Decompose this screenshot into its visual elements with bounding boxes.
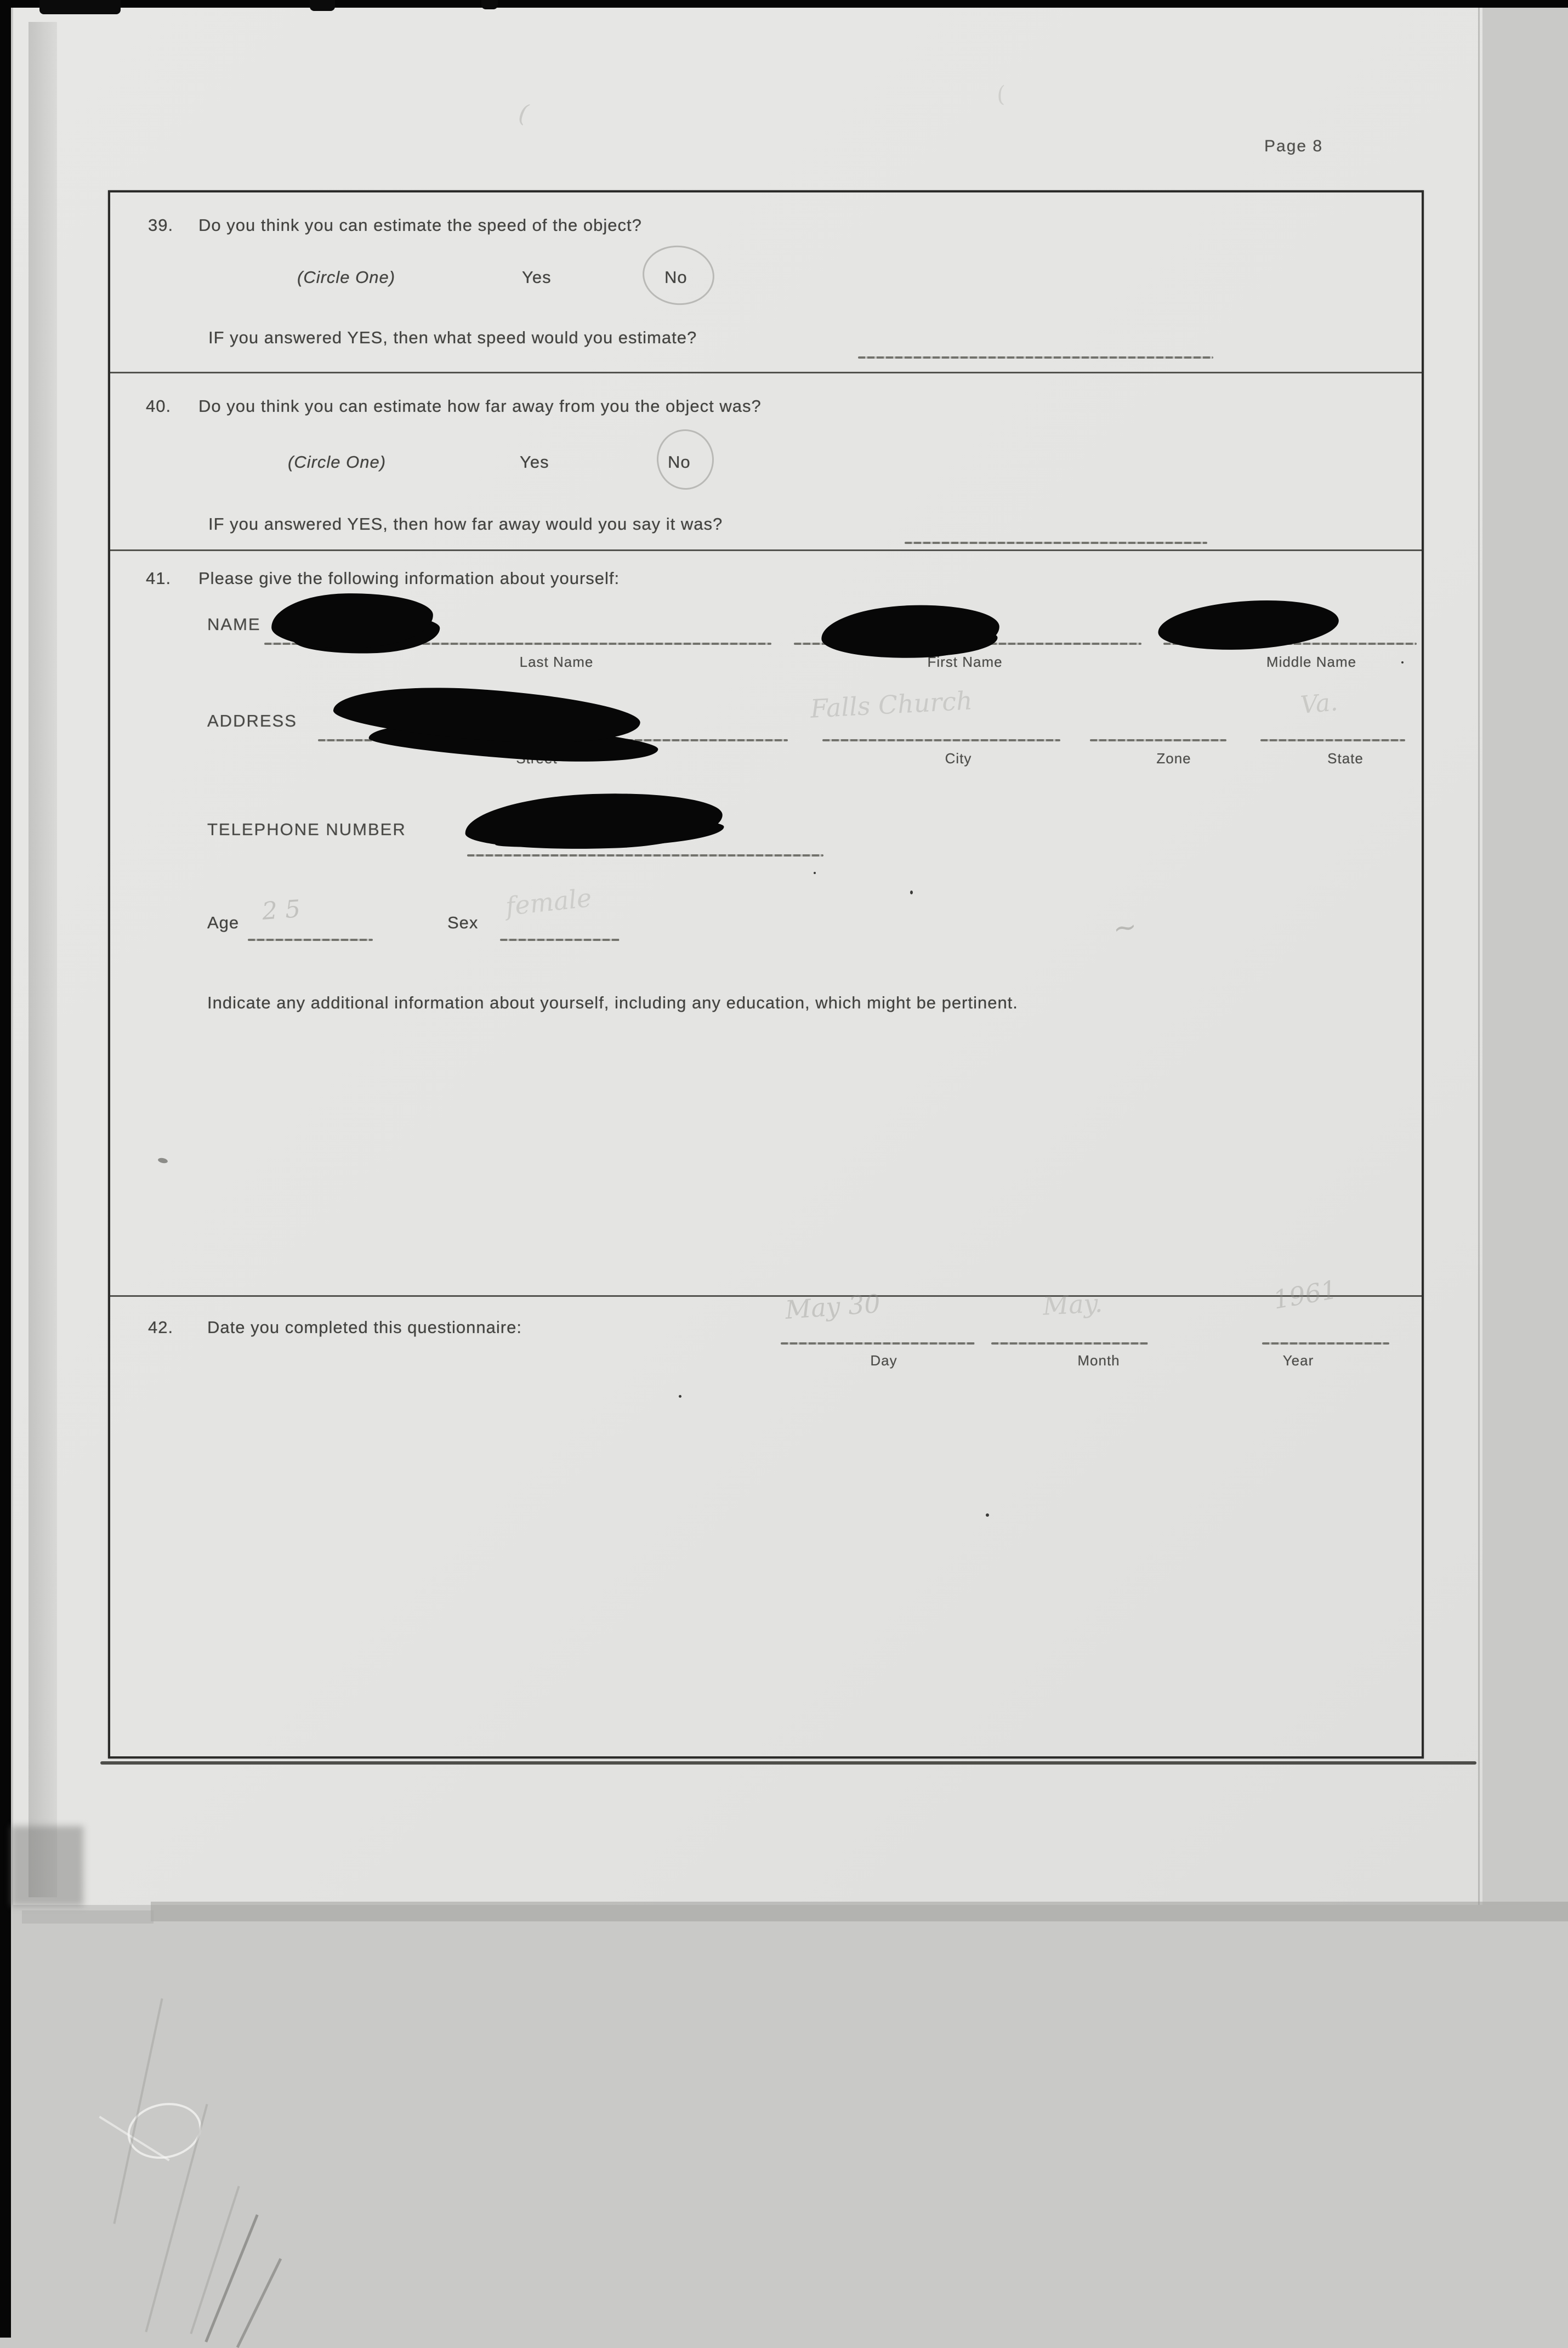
stray-mark: ( bbox=[516, 99, 530, 128]
street-caption: Street bbox=[516, 750, 558, 767]
stray-mark: ( bbox=[995, 81, 1008, 109]
q40-option-yes: Yes bbox=[520, 452, 549, 472]
name-label: NAME bbox=[207, 615, 261, 634]
scan-edge-top bbox=[0, 0, 1568, 8]
age-handwriting: 25 bbox=[261, 894, 309, 926]
sex-handwriting: female bbox=[504, 882, 593, 922]
section-divider bbox=[110, 1295, 1422, 1297]
scan-speckle bbox=[679, 1395, 681, 1398]
q40-number: 40. bbox=[146, 396, 172, 416]
state-blank bbox=[1260, 739, 1405, 741]
year-blank bbox=[1262, 1342, 1389, 1345]
scan-edge-mark bbox=[310, 0, 335, 11]
q42-text: Date you completed this questionnaire: bbox=[207, 1318, 522, 1337]
q41-text: Please give the following information about yourself: bbox=[198, 569, 620, 588]
zone-blank bbox=[1090, 739, 1226, 741]
scan-crease bbox=[190, 2186, 240, 2334]
day-caption: Day bbox=[870, 1352, 897, 1369]
q40-circle-instruction: (Circle One) bbox=[288, 452, 387, 472]
zone-caption: Zone bbox=[1156, 750, 1191, 767]
q41-additional-text: Indicate any additional information about yourself, including any education, which might be pertinent. bbox=[207, 993, 1018, 1012]
q40-text: Do you think you can estimate how far away from you the object was? bbox=[198, 396, 762, 416]
q39-option-yes: Yes bbox=[522, 268, 552, 287]
city-caption: City bbox=[945, 750, 972, 767]
city-blank bbox=[822, 739, 1060, 741]
q40-followup: IF you answered YES, then how far away would you say it was? bbox=[208, 514, 723, 534]
q39-followup: IF you answered YES, then what speed would you estimate? bbox=[208, 328, 697, 347]
middle-name-caption: Middle Name bbox=[1266, 654, 1357, 670]
scan-fold-mark bbox=[236, 2258, 282, 2348]
city-handwriting: Falls Church bbox=[809, 685, 973, 724]
q40-answer-blank bbox=[905, 542, 1207, 544]
month-blank bbox=[991, 1342, 1148, 1345]
scan-speckle bbox=[986, 1513, 989, 1517]
day-blank bbox=[781, 1342, 975, 1345]
page-number: Page 8 bbox=[1264, 137, 1323, 155]
paper-edge-shadow bbox=[1478, 8, 1480, 1905]
address-label: ADDRESS bbox=[207, 711, 297, 730]
state-handwriting: Va. bbox=[1299, 688, 1339, 719]
age-label: Age bbox=[207, 913, 240, 932]
phone-label: TELEPHONE NUMBER bbox=[207, 820, 406, 839]
day-handwriting: May 30 bbox=[784, 1289, 882, 1325]
scan-edge-mark bbox=[39, 0, 121, 14]
scan-speckle bbox=[814, 872, 816, 874]
last-name-caption: Last Name bbox=[519, 654, 594, 670]
q42-number: 42. bbox=[148, 1318, 174, 1337]
scan-speckle bbox=[1401, 661, 1404, 663]
sex-label: Sex bbox=[447, 913, 479, 932]
month-caption: Month bbox=[1077, 1352, 1120, 1369]
q39-answer-blank bbox=[858, 356, 1213, 359]
section-divider bbox=[110, 372, 1422, 373]
state-caption: State bbox=[1327, 750, 1364, 767]
scan-edge-mark bbox=[481, 0, 498, 9]
scan-fold-shading bbox=[29, 22, 57, 1897]
box-bottom-line bbox=[100, 1761, 1476, 1765]
year-caption: Year bbox=[1282, 1352, 1314, 1369]
first-name-caption: First Name bbox=[927, 654, 1003, 670]
q41-number: 41. bbox=[146, 569, 172, 588]
scan-edge-left bbox=[0, 0, 11, 2338]
paper-bottom-shadow bbox=[151, 1902, 1568, 1921]
q39-option-no: No bbox=[664, 268, 688, 287]
age-blank bbox=[248, 939, 373, 941]
scan-speckle bbox=[910, 891, 913, 894]
questionnaire-box bbox=[108, 190, 1424, 1759]
phone-blank bbox=[467, 854, 823, 857]
month-handwriting: May. bbox=[1042, 1288, 1104, 1321]
q40-option-no: No bbox=[668, 452, 691, 472]
scan-corner-smudge bbox=[11, 1826, 83, 1906]
year-handwriting: 1961 bbox=[1271, 1274, 1339, 1315]
q39-circle-instruction: (Circle One) bbox=[297, 268, 396, 287]
q39-number: 39. bbox=[148, 215, 174, 235]
q39-text: Do you think you can estimate the speed of the object? bbox=[198, 215, 642, 235]
paper-bottom-shadow-left bbox=[22, 1910, 154, 1924]
section-divider bbox=[110, 549, 1422, 551]
sex-blank bbox=[500, 939, 620, 941]
pencil-squiggle: ~ bbox=[1111, 910, 1139, 946]
